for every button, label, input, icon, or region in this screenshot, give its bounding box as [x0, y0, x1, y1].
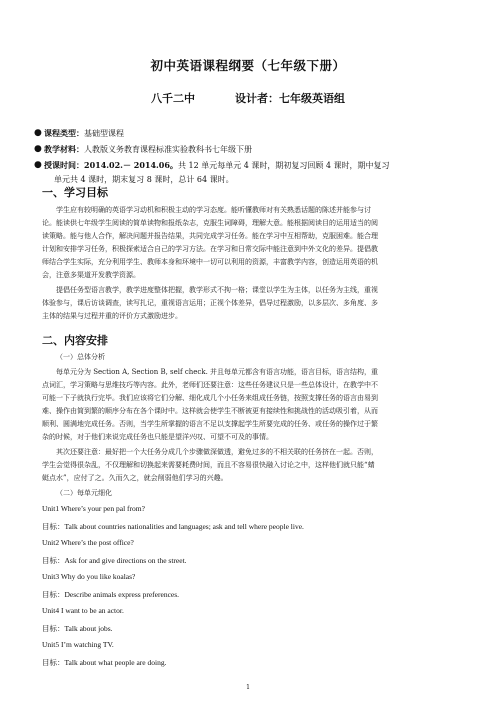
text-line: 师结合学生实际，充分利用学生、教师本身和环境中一切可以利用的资源，丰富教学内容，创造运用英语的机: [42, 258, 378, 266]
text-line: 蜓点水”，应付了之。久而久之，就会削弱他们学习的兴趣。: [42, 474, 228, 482]
byline: [0, 90, 496, 106]
text-line: 计划和安排学习任务，积极探索适合自己的学习方法。在学习和日常交际中能注意到中外文化的差异。提倡教: [42, 245, 378, 253]
unit-goal: 目标：Ask for and give directions on the street.: [42, 556, 187, 565]
text-line: 提倡任务型语言教学，教学进度整体把握，教学形式不拘一格；课堂以学生为主体，以任务为主线，重视: [56, 286, 378, 294]
meta-date-range: 2014.02.－ 2014.06。: [84, 160, 178, 170]
page-number: 1: [246, 684, 250, 691]
subheading-overview: （一）总体分析: [56, 353, 105, 361]
text-line: 学生会觉得很杂乱，不仅理解和切换起来需要耗费时间，而且不容易很快融入讨论之中，这样他们就只能“蜻: [42, 461, 375, 469]
text-line: 其次还要注意：最好把一个大任务分成几个步骤做深做透，避免过多的不相关联的任务挤在一起。否则，: [56, 448, 378, 456]
meta-value: 共 12 单元每单元 4 课时，期初复习回顾 4 课时，期中复习: [177, 161, 390, 170]
unit-title: Unit3 Why do you like koalas?: [42, 572, 136, 581]
text-line: 杂的时候，对于他们来说完成任务也只能是望洋兴叹、可望不可及的事情。: [42, 433, 273, 441]
bullet-icon: ●: [34, 160, 42, 170]
text-line: 会，注意多渠道开发教学资源。: [42, 271, 140, 279]
goals-paragraph-1: [42, 204, 458, 282]
text-line: 体验参与，课后访谈调查，读写扎记，重视语言运用；正视个体差异，倡导过程激励，以多层次、多角度、多: [42, 299, 378, 307]
bullet-icon: ●: [34, 128, 42, 138]
meta-course-type: [34, 126, 462, 141]
content-paragraph-2: [42, 446, 458, 485]
text-line: 论。能读供七年级学生阅读的简单读物和报纸杂志，克服生词障碍，理解大意。能根据阅读目的运用适当的阅: [42, 219, 378, 227]
meta-value: 基础型课程: [84, 129, 124, 138]
unit-title: Unit1 Where’s your pen pal from?: [42, 504, 145, 513]
school-name: 八千二中: [151, 92, 195, 105]
unit-title: Unit2 Where’s the post office?: [42, 538, 134, 547]
meta-label: 教学材料：: [44, 144, 84, 154]
text-line: 学生应有较明确的英语学习动机和积极主动的学习态度。能听懂教师对有关熟悉话题的陈述并能参与讨: [56, 206, 371, 214]
text-line: 读策略。能与他人合作，解决问题并报告结果，共同完成学习任务。能在学习中互相帮助，克服困难。能合理: [42, 232, 378, 240]
unit-goal: 目标：Describe animals express preferences.: [42, 590, 180, 599]
text-line: 顺利、圆满地完成任务。否则，当学生所掌握的语言不足以支撑起学生所要完成的任务、或任务的操作过于繁: [42, 420, 378, 428]
unit-goal: 目标：Talk about what people are doing.: [42, 658, 167, 667]
section-heading-goals: 一、学习目标: [42, 186, 108, 199]
meta-value: 人教版义务教育课程标准实验教科书七年级下册: [84, 145, 252, 154]
page-title: 初中英语课程纲要（七年级下册）: [150, 58, 346, 73]
text-line: 主体的结果与过程并重的评价方式激励进步。: [42, 312, 182, 320]
text-line: 可能一下子就执行完毕。我们应该将它们分解、细化成几个小任务来组成任务链，按照支撑任务的语言由易到: [42, 394, 378, 402]
text-line: 难、操作由简到繁的顺序分布在各个课时中。这样就会使学生不断被更有接续性和挑战性的活动吸引着，从而: [42, 407, 378, 415]
content-paragraph-1: [42, 366, 458, 444]
meta-schedule: [34, 158, 462, 187]
unit-title: Unit4 I want to be an actor.: [42, 606, 124, 615]
bullet-icon: ●: [34, 144, 42, 154]
unit-goal: 目标：Talk about jobs.: [42, 624, 113, 633]
goals-paragraph-2: [42, 284, 458, 323]
subheading-units: （二）每单元细化: [56, 489, 112, 497]
meta-value-continued: 单元共 4 课时，期末复习 8 课时，总计 64 课时。: [54, 175, 234, 184]
unit-title: Unit5 I’m watching TV.: [42, 640, 114, 649]
section-heading-content: 二、内容安排: [42, 334, 108, 347]
unit-goal: 目标：Talk about countries nationalities and languages; ask and tell where people live.: [42, 522, 304, 531]
designer-name: 设计者：七年级英语组: [235, 92, 345, 105]
meta-material: [34, 142, 462, 157]
meta-label: 授课时间：: [44, 160, 84, 170]
text-line: 每单元分为 Section A, Section B, self check. 并且每单元都含有语言功能，语言目标，语言结构，重: [56, 368, 379, 376]
text-line: 点词汇，学习策略与思维技巧等内容。此外，老师们还要注意：这些任务建议只是一些总体设计，在教学中不: [42, 381, 378, 389]
meta-label: 课程类型：: [44, 128, 84, 138]
